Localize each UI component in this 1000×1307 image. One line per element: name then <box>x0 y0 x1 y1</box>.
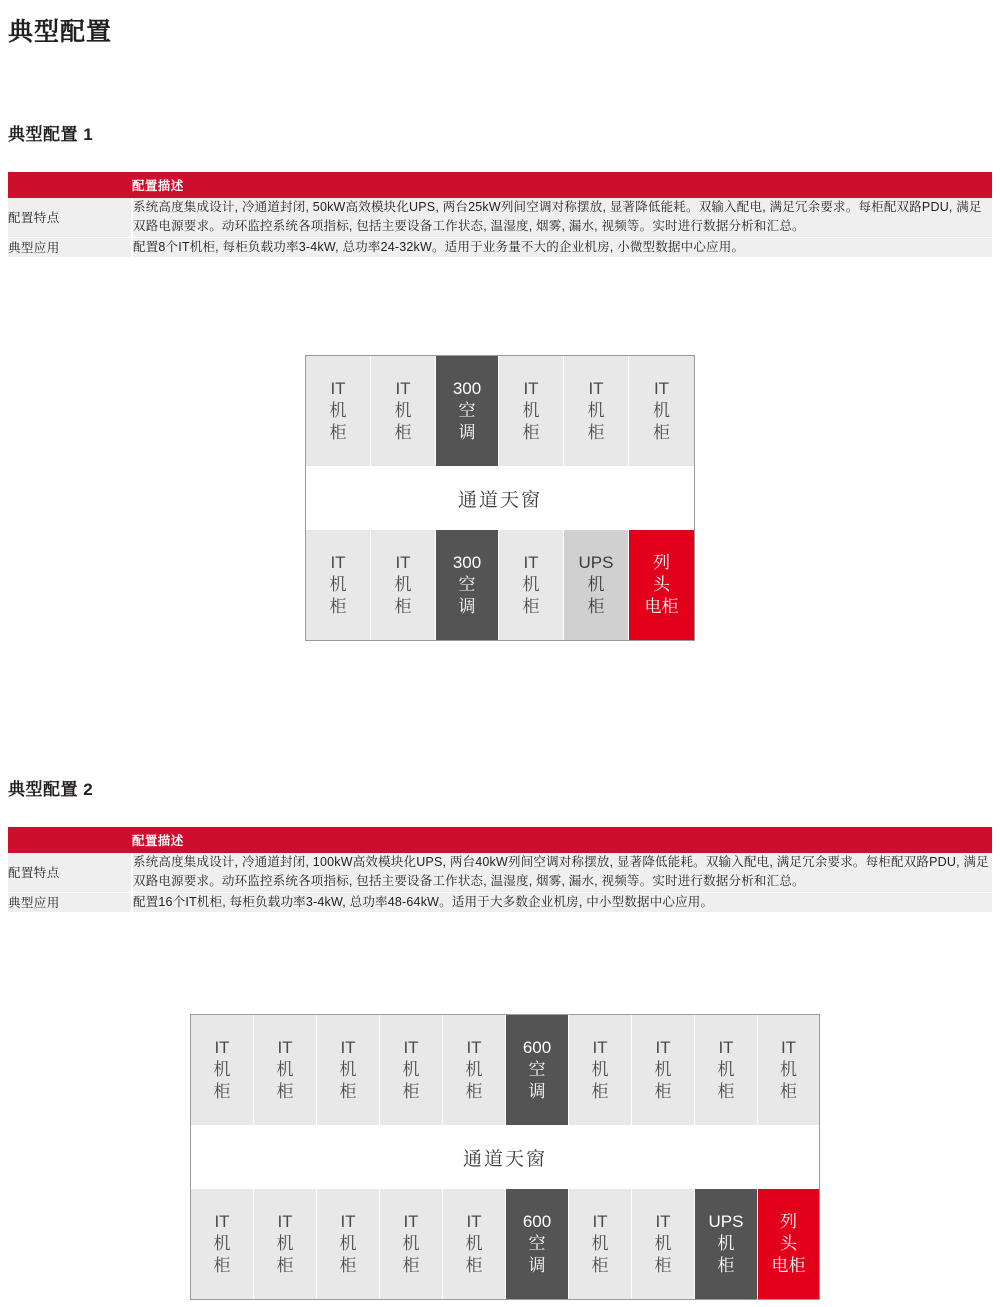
rack-line: 600 <box>522 1212 552 1232</box>
rack-power-distribution <box>629 530 694 640</box>
rack-line: IT <box>403 1038 419 1058</box>
rack-line: IT <box>523 553 539 573</box>
rack-line: 电柜 <box>644 596 679 616</box>
rack-line: 柜 <box>394 596 412 616</box>
rack-line: UPS <box>578 553 614 573</box>
rack-it <box>371 356 436 466</box>
rack-line: 机 <box>276 1234 294 1254</box>
aisle-skylight-label-2: 通道天窗 <box>191 1125 819 1189</box>
rack-line: 机 <box>587 575 605 595</box>
page-title: 典型配置 <box>8 18 113 46</box>
rack-line: 机 <box>339 1234 357 1254</box>
rack-line: 机 <box>522 575 540 595</box>
rack-line: 空 <box>458 401 476 421</box>
table-header-description: 配置描述 <box>132 827 992 853</box>
rack-it <box>758 1015 819 1125</box>
rack-line: IT <box>277 1212 293 1232</box>
rack-line: 机 <box>465 1234 483 1254</box>
rack-line: 柜 <box>213 1081 231 1101</box>
table-header-row <box>8 827 992 853</box>
rack-line: 300 <box>452 553 482 573</box>
rack-it <box>499 530 564 640</box>
section-1 <box>8 120 992 145</box>
layout-diagram-2 <box>190 1014 820 1300</box>
rack-line: 柜 <box>587 422 605 442</box>
rack-it <box>695 1015 758 1125</box>
rack-line: IT <box>214 1212 230 1232</box>
rack-line: IT <box>214 1038 230 1058</box>
rack-line: 柜 <box>276 1081 294 1101</box>
rack-it <box>564 356 629 466</box>
rack-line: 机 <box>653 401 670 421</box>
rack-it <box>632 1015 695 1125</box>
rack-line: 机 <box>654 1060 672 1080</box>
rack-air-conditioner <box>436 356 499 466</box>
table-header-row <box>8 172 992 198</box>
rack-power-distribution <box>758 1189 819 1299</box>
rack-line: 柜 <box>339 1081 357 1101</box>
rack-line: 300 <box>452 379 482 399</box>
rack-line: 机 <box>717 1060 735 1080</box>
config-table-1 <box>8 172 992 257</box>
rack-line: IT <box>330 379 346 399</box>
rack-line: 机 <box>213 1060 231 1080</box>
row-label-features: 配置特点 <box>8 853 132 892</box>
rack-line: 柜 <box>587 596 605 616</box>
rack-line: 机 <box>717 1234 735 1254</box>
rack-line: 列 <box>653 553 670 573</box>
table-header-description: 配置描述 <box>132 172 992 198</box>
rack-ups <box>564 530 629 640</box>
rack-line: 列 <box>780 1212 797 1232</box>
rack-line: 600 <box>522 1038 552 1058</box>
rack-line: IT <box>340 1212 356 1232</box>
rack-line: UPS <box>708 1212 744 1232</box>
rack-line: 机 <box>654 1234 672 1254</box>
rack-line: IT <box>592 1038 608 1058</box>
config-table-2 <box>8 827 992 912</box>
layout-diagram-1 <box>305 355 695 641</box>
rack-line: 柜 <box>465 1081 483 1101</box>
rack-line: 机 <box>402 1234 420 1254</box>
row-label-application: 典型应用 <box>8 237 132 257</box>
rack-line: 调 <box>458 422 476 442</box>
rack-line: 柜 <box>329 596 347 616</box>
rack-line: IT <box>780 1038 797 1058</box>
rack-line: 机 <box>522 401 540 421</box>
rack-line: 柜 <box>780 1081 797 1101</box>
aisle-skylight-label-1: 通道天窗 <box>306 466 694 530</box>
rack-line: 柜 <box>522 422 540 442</box>
rack-line: 柜 <box>402 1081 420 1101</box>
rack-it <box>443 1189 506 1299</box>
rack-line: IT <box>718 1038 734 1058</box>
rack-it <box>499 356 564 466</box>
diagram-1-bottom-row <box>306 530 694 640</box>
rack-line: 电柜 <box>771 1255 806 1275</box>
rack-line: 柜 <box>276 1255 294 1275</box>
rack-line: 调 <box>528 1255 546 1275</box>
rack-line: 机 <box>780 1060 797 1080</box>
table-row <box>8 237 992 257</box>
rack-line: 机 <box>587 401 605 421</box>
rack-line: 机 <box>394 575 412 595</box>
rack-line: 机 <box>339 1060 357 1080</box>
rack-it <box>254 1015 317 1125</box>
rack-line: IT <box>277 1038 293 1058</box>
rack-line: 柜 <box>717 1255 735 1275</box>
rack-line: IT <box>523 379 539 399</box>
rack-line: 柜 <box>394 422 412 442</box>
row-body-features: 系统高度集成设计, 冷通道封闭, 100kW高效模块化UPS, 两台40kW列间空调对称摆放, 显著降低能耗。双输入配电, 满足冗余要求。每柜配双路PDU, 满足双路电源要求。动环监控系统各项指标, 包括主要设备工作状态, 温湿度, 烟雾, 漏水, 视频等。实时进行数据分析和汇总。 <box>132 853 992 892</box>
rack-line: 机 <box>394 401 412 421</box>
rack-line: IT <box>395 553 411 573</box>
rack-air-conditioner <box>436 530 499 640</box>
section-1-table-wrap <box>8 172 992 257</box>
table-row <box>8 892 992 912</box>
rack-line: 柜 <box>213 1255 231 1275</box>
rack-line: 柜 <box>654 1081 672 1101</box>
rack-it <box>317 1189 380 1299</box>
rack-it <box>569 1189 632 1299</box>
rack-line: 机 <box>402 1060 420 1080</box>
rack-line: IT <box>653 379 670 399</box>
rack-line: 空 <box>528 1234 546 1254</box>
rack-line: 机 <box>465 1060 483 1080</box>
row-body-features: 系统高度集成设计, 冷通道封闭, 50kW高效模块化UPS, 两台25kW列间空调对称摆放, 显著降低能耗。双输入配电, 满足冗余要求。每柜配双路PDU, 满足双路电源要求。动环监控系统各项指标, 包括主要设备工作状态, 温湿度, 烟雾, 漏水, 视频等。实时进行数据分析和汇总。 <box>132 198 992 237</box>
rack-it <box>306 530 371 640</box>
rack-line: 调 <box>458 596 476 616</box>
rack-line: 机 <box>591 1060 609 1080</box>
rack-line: 柜 <box>339 1255 357 1275</box>
rack-line: 空 <box>458 575 476 595</box>
rack-line: IT <box>340 1038 356 1058</box>
rack-line: IT <box>655 1038 671 1058</box>
rack-line: 机 <box>276 1060 294 1080</box>
rack-line: 头 <box>653 575 670 595</box>
rack-it <box>191 1015 254 1125</box>
rack-line: 机 <box>213 1234 231 1254</box>
rack-line: 柜 <box>402 1255 420 1275</box>
section-2 <box>8 775 992 800</box>
table-header-blank <box>8 827 132 853</box>
rack-line: 柜 <box>653 422 670 442</box>
diagram-1-top-row <box>306 356 694 466</box>
rack-line: IT <box>588 379 604 399</box>
rack-line: 调 <box>528 1081 546 1101</box>
row-label-features: 配置特点 <box>8 198 132 237</box>
rack-it <box>317 1015 380 1125</box>
rack-it <box>632 1189 695 1299</box>
rack-line: 机 <box>329 401 347 421</box>
rack-line: 柜 <box>329 422 347 442</box>
table-row <box>8 853 992 892</box>
rack-line: IT <box>466 1038 482 1058</box>
rack-line: IT <box>466 1212 482 1232</box>
rack-it <box>306 356 371 466</box>
row-body-application: 配置16个IT机柜, 每柜负载功率3-4kW, 总功率48-64kW。适用于大多数企业机房, 中小型数据中心应用。 <box>132 892 992 912</box>
rack-ups <box>695 1189 758 1299</box>
rack-it <box>371 530 436 640</box>
rack-line: IT <box>330 553 346 573</box>
rack-line: 柜 <box>522 596 540 616</box>
table-header-blank <box>8 172 132 198</box>
rack-it <box>380 1015 443 1125</box>
rack-line: 空 <box>528 1060 546 1080</box>
rack-it <box>380 1189 443 1299</box>
rack-line: 头 <box>780 1234 797 1254</box>
rack-air-conditioner <box>506 1015 569 1125</box>
rack-line: 柜 <box>717 1081 735 1101</box>
rack-line: IT <box>403 1212 419 1232</box>
rack-it <box>569 1015 632 1125</box>
rack-line: 柜 <box>591 1081 609 1101</box>
row-body-application: 配置8个IT机柜, 每柜负载功率3-4kW, 总功率24-32kW。适用于业务量不大的企业机房, 小微型数据中心应用。 <box>132 237 992 257</box>
rack-line: 柜 <box>465 1255 483 1275</box>
section-2-table-wrap <box>8 827 992 912</box>
rack-line: 柜 <box>654 1255 672 1275</box>
rack-it <box>443 1015 506 1125</box>
section-2-heading: 典型配置 2 <box>8 780 94 799</box>
diagram-2-top-row <box>191 1015 819 1125</box>
rack-line: IT <box>592 1212 608 1232</box>
diagram-2-bottom-row <box>191 1189 819 1299</box>
table-row <box>8 198 992 237</box>
rack-line: 柜 <box>591 1255 609 1275</box>
rack-line: IT <box>395 379 411 399</box>
row-label-application: 典型应用 <box>8 892 132 912</box>
rack-line: 机 <box>591 1234 609 1254</box>
rack-it <box>629 356 694 466</box>
section-1-heading: 典型配置 1 <box>8 125 94 144</box>
rack-it <box>254 1189 317 1299</box>
rack-air-conditioner <box>506 1189 569 1299</box>
rack-line: IT <box>655 1212 671 1232</box>
rack-line: 机 <box>329 575 347 595</box>
rack-it <box>191 1189 254 1299</box>
